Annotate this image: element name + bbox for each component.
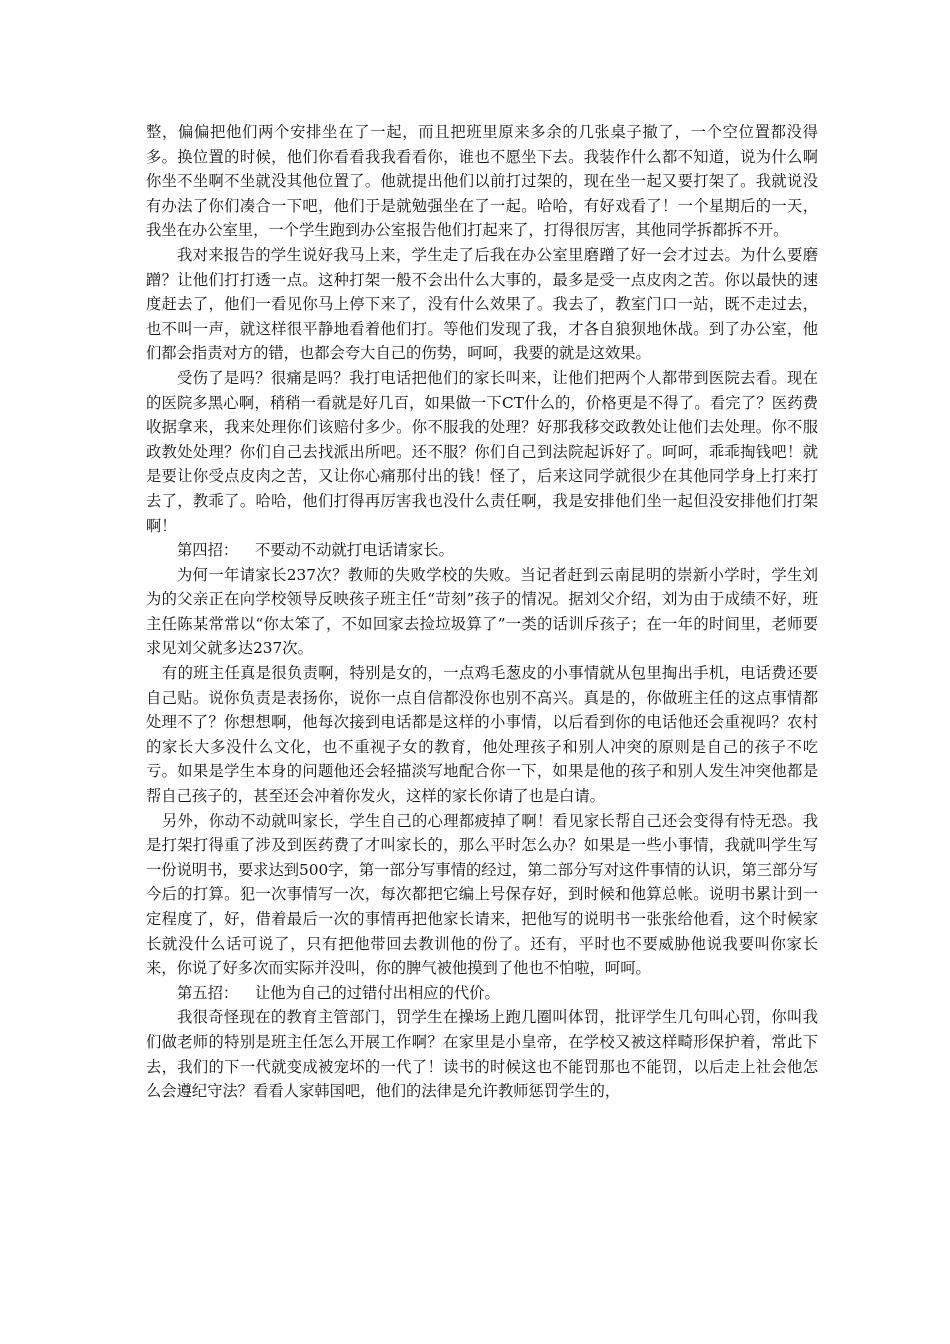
section-heading-fourth-tip <box>146 538 818 563</box>
paragraph-parent-calls-news: 为何一年请家长237次？教师的失败学校的失败。当记者赶到云南昆明的崇新小学时，学生刘为的父亲正在向学校领导反映孩子班主任“苛刻”孩子的情况。据刘父介绍，刘为由于成绩不好，班主任陈某常常以“你太笨了，不如回家去捡垃圾算了”一类的话训斥孩子；在一年的时间里，老师要求见刘父就多达237次。 <box>146 565 818 658</box>
section-heading-text: 让他为自己的过错付出相应的代价。 <box>255 983 500 1002</box>
section-heading-label: 第五招： <box>177 983 239 1002</box>
paragraph-punishment-policy: 我很奇怪现在的教育主管部门，罚学生在操场上跑几圈叫体罚，批评学生几句叫心罚，你叫我们做老师的特别是班主任怎么开展工作啊？在家里是小皇帝，在学校又被这样畸形保护着，常此下去，我们的下一代就变成被宠坏的一代了！读书的时候这也不能罚那也不能罚，以后走上社会他怎么会遵纪守法？看看人家韩国吧，他们的法律是允许教师惩罚学生的， <box>146 1008 818 1101</box>
paragraph-arrangement-story: 整，偏偏把他们两个安排坐在了一起，而且把班里原来多余的几张桌子撤了，一个空位置都没得多。换位置的时候，他们你看看我我看看你，谁也不愿坐下去。我装作什么都不知道，说为什么啊你坐不坐啊不坐就没其他位置了。他就提出他们以前打过架的，现在坐一起又要打架了。我就说没有办法了你们凑合一下吧，他们于是就勉强坐在了一起。哈哈，有好戏看了！一个星期后的一天，我坐在办公室里，一个学生跑到办公室报告他们打起来了，打得很厉害，其他同学拆都拆不开。 <box>146 123 818 240</box>
section-heading-label: 第四招： <box>177 541 239 560</box>
paragraph-written-explanation: 另外，你动不动就叫家长，学生自己的心理都疲掉了啊！看见家长帮自己还会变得有恃无恐。我是打架打得重了涉及到医药费了才叫家长的，那么平时怎么办？如果是一些小事情，我就叫学生写一份说明书，要求达到500字，第一部分写事情的经过，第二部分写对这件事情的认识，第三部分写今后的打算。犯一次事情写一次，每次都把它编上号保存好，到时候和他算总帐。说明书累计到一定程度了，好，借着最后一次的事情再把他家长请来，把他写的说明书一张张给他看，这个时候家长就没什么话可说了，只有把他带回去教训他的份了。还有，平时也不要威胁他说我要叫你家长来，你说了好多次而实际并没叫，你的脾气被他摸到了他也不怕啦，呵呵。 <box>146 811 818 978</box>
paragraph-delay-reporting: 我对来报告的学生说好我马上来，学生走了后我在办公室里磨蹭了好一会才过去。为什么要磨蹭？让他们打打透一点。这种打架一般不会出什么大事的，最多是受一点皮肉之苦。你以最快的速度赶去了，他们一看见你马上停下来了，没有什么效果了。我去了，教室门口一站，既不走过去，也不叫一声，就这样很平静地看着他们打。等他们发现了我，才各自狼狈地休战。到了办公室，他们都会指责对方的错，也都会夸大自己的伤势，呵呵，我要的就是这效果。 <box>146 245 818 363</box>
section-heading-fifth-tip <box>146 981 818 1006</box>
document-page <box>146 120 818 1104</box>
section-heading-text: 不要动不动就打电话请家长。 <box>255 541 454 560</box>
paragraph-medical-fees: 受伤了是吗？很痛是吗？我打电话把他们的家长叫来，让他们把两个人都带到医院去看。现在的医院多黑心啊，稍稍一看就是好几百，如果做一下CT什么的，价格更是不得了。看完了？医药费收据拿来，我来处理你们该赔付多少。你不服我的处理？好那我移交政教处让他们去处理。你不服政教处处理？你们自己去找派出所吧。还不服？你们自己到法院起诉好了。呵呵，乖乖掏钱吧！就是要让你受点皮肉之苦，又让你心痛那付出的钱！怪了，后来这同学就很少在其他同学身上打来打去了，教乖了。哈哈，他们打得再厉害我也没什么责任啊，我是安排他们坐一起但没安排他们打架啊！ <box>146 368 818 535</box>
paragraph-responsible-teacher: 有的班主任真是很负责啊，特别是女的，一点鸡毛葱皮的小事情就从包里掏出手机，电话费还要自己贴。说你负责是表扬你，说你一点自信都没你也别不高兴。真是的，你做班主任的这点事情都处理不了？你想想啊，他每次接到电话都是这样的小事情，以后看到你的电话他还会重视吗？农村的家长大多没什么文化，也不重视子女的教育，他处理孩子和别人冲突的原则是自己的孩子不吃亏。如果是学生本身的问题他还会轻描淡写地配合你一下，如果是他的孩子和别人发生冲突他都是帮自己孩子的，甚至还会冲着你发火，这样的家长你请了也是白请。 <box>146 664 818 806</box>
